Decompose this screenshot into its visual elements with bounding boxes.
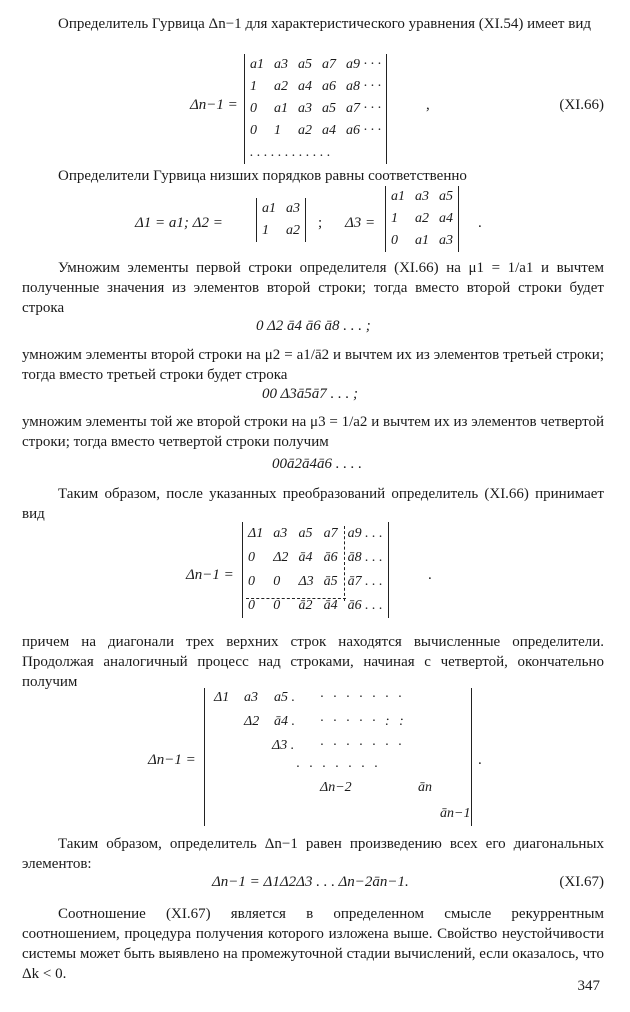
matrix-cell: 0 xyxy=(273,598,281,613)
paragraph-1: Определитель Гурвица Δn−1 для характеристического уравнения (XI.54) имеет вид xyxy=(58,16,591,32)
row-c: 00ā2ā4ā6 . . . . xyxy=(272,456,362,472)
matrix-cell: ā8 . . . xyxy=(347,550,383,565)
matrix-cell: a5 xyxy=(298,57,312,72)
matrix-cell: a6 xyxy=(322,79,336,94)
eq67-label: (XI.67) xyxy=(559,874,604,890)
matrix-row xyxy=(243,570,388,594)
matrix-cell: 0 xyxy=(248,550,255,565)
delta3-label: Δ3 = xyxy=(345,215,376,231)
matrix-cell: . . . . . . . . . . . . xyxy=(250,145,331,160)
mid-lhs: Δn−1 = xyxy=(186,567,234,583)
matrix-cell: 1 xyxy=(391,211,398,226)
matrix-cell: 0 xyxy=(250,123,257,138)
matrix-row xyxy=(257,198,305,220)
matrix-cell: Δ2 xyxy=(273,550,289,565)
eq67: Δn−1 = Δ1Δ2Δ3 . . . Δn−2ān−1. xyxy=(212,874,409,890)
semicolon: ; xyxy=(318,215,323,231)
dots-row4: · · · · · · · xyxy=(296,760,381,775)
matrix-cell: a9 . . . xyxy=(347,526,383,541)
paragraph-6: Таким образом, после указанных преобразований определитель (XI.66) принимает вид xyxy=(22,486,604,522)
dots-row2: · · · · · : : xyxy=(320,714,407,729)
matrix-cell: ā6 . . . xyxy=(347,598,383,613)
matrix-row xyxy=(245,98,386,120)
final-a4: ā4 . xyxy=(274,714,295,729)
paragraph-8: Таким образом, определитель Δn−1 равен произведению всех его диагональных элементов: xyxy=(22,836,604,872)
final-a3: a3 xyxy=(244,690,258,705)
paragraph-2: Определители Гурвица низших порядков равны соответственно xyxy=(58,168,467,184)
matrix-row xyxy=(386,208,458,230)
period-2: . xyxy=(428,567,432,583)
matrix-cell: 1 xyxy=(274,123,281,138)
matrix-cell: a4 xyxy=(322,123,336,138)
partition-vertical xyxy=(344,526,345,601)
paragraph-7: причем на диагонали трех верхних строк находятся вычисленные определители. Продолжая аналогичный процесс над строками, начиная с четвертой, окончательно получим xyxy=(22,634,604,690)
matrix-row xyxy=(386,186,458,208)
matrix-row xyxy=(257,220,305,242)
matrix-cell: 0 xyxy=(248,574,255,589)
matrix-cell: a7 xyxy=(322,57,336,72)
final-d1: Δ1 xyxy=(214,690,230,705)
final-an1: ān−1 xyxy=(440,806,471,821)
period: . xyxy=(478,215,482,231)
matrix-cell: ā5 xyxy=(323,574,338,589)
matrix-cell: a3 xyxy=(286,201,300,216)
matrix-cell: ā2 xyxy=(298,598,313,613)
matrix-cell: a3 xyxy=(298,101,312,116)
matrix-cell: a6 · · · xyxy=(346,123,381,138)
matrix-row xyxy=(243,522,388,546)
matrix-cell: a2 xyxy=(286,223,300,238)
matrix-cell: ā4 xyxy=(323,598,338,613)
final-a5: a5 . xyxy=(274,690,295,705)
matrix-cell: Δ1 xyxy=(248,526,264,541)
matrix-cell: 0 xyxy=(273,574,281,589)
matrix-cell: a3 xyxy=(274,57,288,72)
delta2-determinant xyxy=(256,198,306,242)
matrix-cell: a3 xyxy=(439,233,453,248)
matrix-cell: a2 xyxy=(415,211,429,226)
dots-row1: · · · · · · · xyxy=(320,690,405,705)
small-dets-label: Δ1 = a1; Δ2 = xyxy=(135,215,223,231)
paragraph-4: умножим элементы второй строки на μ2 = a1/ā2 и вычтем их из элементов третьей строки; тогда вместо третьей строки будет строка xyxy=(22,347,604,383)
matrix-cell: a5 xyxy=(298,526,313,541)
matrix-row xyxy=(243,546,388,570)
matrix-cell: a5 xyxy=(322,101,336,116)
matrix-cell: Δ3 xyxy=(298,574,314,589)
matrix-cell: a3 xyxy=(415,189,429,204)
paragraph-5: умножим элементы той же второй строки на μ3 = 1/a2 и вычтем их из элементов четвертой строки; тогда вместо четвертой строки получим xyxy=(22,414,604,450)
dots-row3: · · · · · · · xyxy=(320,738,405,753)
row-a: 0 Δ2 ā4 ā6 ā8 . . . ; xyxy=(256,318,371,334)
matrix-cell: a3 xyxy=(273,526,288,541)
matrix-cell: a9 · · · xyxy=(346,57,381,72)
matrix-row xyxy=(245,120,386,142)
period-3: . xyxy=(478,752,482,768)
row-b: 00 Δ3ā5ā7 . . . ; xyxy=(262,386,359,402)
matrix-cell: ā4 xyxy=(298,550,313,565)
matrix-row xyxy=(386,230,458,252)
matrix-row xyxy=(245,54,386,76)
matrix-cell: 0 xyxy=(248,598,255,613)
matrix-cell: a2 xyxy=(298,123,312,138)
paragraph-3: Умножим элементы первой строки определителя (XI.66) на μ1 = 1/a1 и вычтем полученные значения из элементов второй строки; тогда вместо второй строки будет строка xyxy=(22,260,604,316)
matrix-cell: a1 xyxy=(415,233,429,248)
matrix-cell: a7 xyxy=(323,526,338,541)
final-d3: Δ3 . xyxy=(272,738,295,753)
matrix-cell: a5 xyxy=(439,189,453,204)
transformed-determinant xyxy=(242,522,389,618)
matrix-row xyxy=(245,142,386,164)
matrix-cell: 1 xyxy=(250,79,257,94)
comma: , xyxy=(426,97,430,113)
matrix-cell: a1 xyxy=(391,189,405,204)
matrix-cell: a4 xyxy=(439,211,453,226)
matrix-cell: 1 xyxy=(262,223,269,238)
final-lhs: Δn−1 = xyxy=(148,752,196,768)
matrix-cell: a7 · · · xyxy=(346,101,381,116)
final-dn2: Δn−2 xyxy=(320,780,352,795)
matrix-cell: a1 xyxy=(250,57,264,72)
matrix-cell: ā7 . . . xyxy=(347,574,383,589)
page-number: 347 xyxy=(577,978,600,994)
matrix-cell: a1 xyxy=(274,101,288,116)
matrix-cell: 0 xyxy=(250,101,257,116)
final-d2: Δ2 xyxy=(244,714,260,729)
matrix-cell: a4 xyxy=(298,79,312,94)
matrix-cell: a8 · · · xyxy=(346,79,381,94)
partition-horizontal xyxy=(246,598,346,599)
matrix-cell: a2 xyxy=(274,79,288,94)
matrix-cell: ā6 xyxy=(323,550,338,565)
eq66-label: (XI.66) xyxy=(559,97,604,113)
hurwitz-determinant xyxy=(244,54,387,164)
matrix-cell: a1 xyxy=(262,201,276,216)
delta3-determinant xyxy=(385,186,459,252)
paragraph-9: Соотношение (XI.67) является в определенном смысле рекуррентным соотношением, процедура получения которого изложена выше. Свойство неустойчивости системы может быть выявлено на промежуточной стадии вычислений, если оказалось, что Δk < 0. xyxy=(22,906,604,982)
triangular-determinant xyxy=(204,688,472,826)
matrix-cell: 0 xyxy=(391,233,398,248)
eq66-lhs: Δn−1 = xyxy=(190,97,238,113)
final-an: ān xyxy=(418,780,432,795)
matrix-row xyxy=(245,76,386,98)
